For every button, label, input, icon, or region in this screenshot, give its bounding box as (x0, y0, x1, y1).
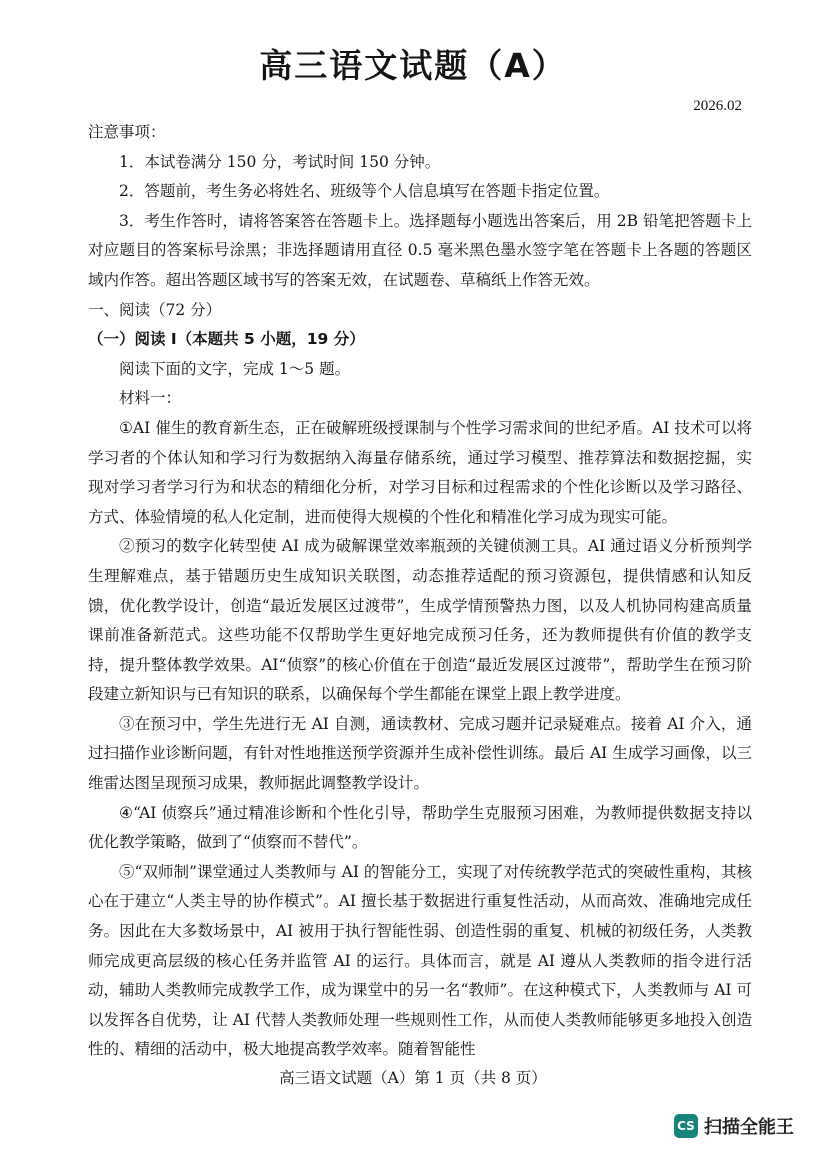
material-label: 材料一： (119, 389, 182, 408)
paragraph-2: ②预习的数字化转型使 AI 成为破解课堂效率瓶颈的关键侦测工具。AI 通过语义分析预判学生理解难点，基于错题历史生成知识关联图，动态推荐适配的预习资源包，提供情感和认知反馈，优化教学设计，创造“最近发展区过渡带”，生成学情预警热力图，以及人机协同构建高质量课前准备新范式。这些功能不仅帮助学生更好地完成预习任务，还为教师提供有价值的教学支持，提升整体教学效果。AI“侦察”的核心价值在于创造“最近发展区过渡带”，帮助学生在预习阶段建立新知识与已有知识的联系，以确保每个学生都能在课堂上跟上教学进度。 (88, 537, 752, 704)
paragraph-1: ①AI 催生的教育新生态，正在破解班级授课制与个性学习需求间的世纪矛盾。AI 技术可以将学习者的个体认知和学习行为数据纳入海量存储系统，通过学习模型、推荐算法和数据挖掘，实现对学习者学习行为和状态的精细化分析，对学习目标和过程需求的个性化诊断以及学习路径、方式、体验情境的私人化定制，进而使得大规模的个性化和精准化学习成为现实可能。 (88, 418, 752, 526)
page-footer: 高三语文试题（A）第 1 页（共 8 页） (279, 1069, 547, 1087)
page-title: 高三语文试题（A） (259, 46, 567, 85)
paragraph-4: ④“AI 侦察兵”通过精准诊断和个性化引导，帮助学生克服预习困难，为教师提供数据支持以优化教学策略，做到了“侦察而不替代”。 (88, 803, 752, 852)
notice-item: 3．考生作答时，请将答案答在答题卡上。选择题每小题选出答案后，用 2B 铅笔把答题卡上对应题目的答案标号涂黑；非选择题请用直径 0.5 毫米黑色墨水签字笔在答题卡上各题的答题区域内作答。超出答题区域书写的答案无效，在试题卷、草稿纸上作答无效。 (88, 211, 752, 289)
scanner-watermark (674, 1113, 794, 1139)
camscanner-logo-icon: CS (674, 1114, 698, 1138)
subsection-heading: （一）阅读 I（本题共 5 小题，19 分） (88, 330, 365, 349)
paragraph-5: ⑤“双师制”课堂通过人类教师与 AI 的智能分工，实现了对传统教学范式的突破性重构，其核心在于建立“人类主导的协作模式”。AI 擅长基于数据进行重复性活动，从而高效、准确地完成任务。因此在大多数场景中，AI 被用于执行智能性弱、创造性弱的重复、机械的初级任务，人类教师完成更高层级的核心任务并监管 AI 的运行。具体而言，就是 AI 遵从人类教师的指令进行活动，辅助人类教师完成教学工作，成为课堂中的另一名“教师”。在这种模式下，人类教师与 AI 可以发挥各自优势，让 AI 代替人类教师处理一些规则性工作，从而使人类教师能够更多地投入创造性的、精细的活动中，极大地提高教学效率。随着智能性 (88, 862, 752, 1059)
instruction: 阅读下面的文字，完成 1～5 题。 (119, 359, 351, 378)
paragraph-3: ③在预习中，学生先进行无 AI 自测，通读教材、完成习题并记录疑难点。接着 AI 介入，通过扫描作业诊断问题，有针对性地推送预学资源并生成补偿性训练。最后 AI 生成学习画像，以三维雷达图呈现预习成果，教师据此调整教学设计。 (88, 714, 752, 793)
notice-item: 2．答题前，考生务必将姓名、班级等个人信息填写在答题卡指定位置。 (119, 182, 610, 201)
watermark-app-name: 扫描全能王 (704, 1117, 794, 1138)
section-heading: 一、阅读（72 分） (88, 300, 222, 319)
exam-date: 2026.02 (693, 98, 742, 114)
document-body (88, 118, 752, 1065)
notice-heading: 注意事项： (88, 123, 166, 141)
notice-item: 1．本试卷满分 150 分，考试时间 150 分钟。 (119, 152, 441, 171)
